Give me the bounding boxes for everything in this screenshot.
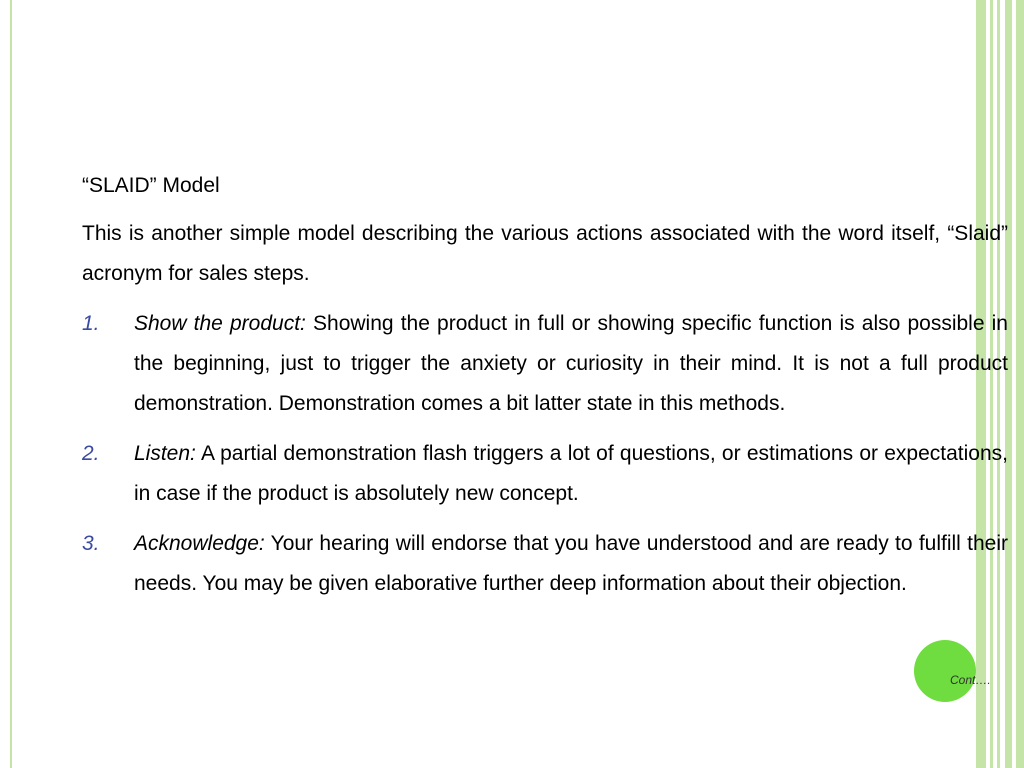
- item-text: Your hearing will endorse that you have understood and are ready to fulfill their needs. You may be given elaborative further deep information about their objection.: [134, 532, 1008, 595]
- item-term: Show the product:: [134, 312, 306, 335]
- continued-label: Cont….: [950, 673, 991, 687]
- slide-heading: “SLAID” Model: [82, 174, 220, 197]
- list-item: [82, 524, 1008, 604]
- slide-content: [82, 168, 1008, 614]
- item-text: A partial demonstration flash triggers a lot of questions, or estimations or expectations, in case if the product is absolutely new concept.: [134, 442, 1008, 505]
- list-item: [82, 304, 1008, 424]
- continued-badge-circle: [914, 640, 976, 702]
- item-number: 1.: [82, 312, 100, 335]
- intro-paragraph: This is another simple model describing the various actions associated with the word itself, “Slaid” acronym for sales steps.: [82, 222, 1008, 285]
- item-term: Acknowledge:: [134, 532, 265, 555]
- left-border-decoration: [0, 0, 12, 768]
- stripe: [1016, 0, 1024, 768]
- item-term: Listen:: [134, 442, 196, 465]
- list-item: [82, 434, 1008, 514]
- item-text: Showing the product in full or showing specific function is also possible in the beginning, just to trigger the anxiety or curiosity in their mind. It is not a full product demonstration. Demonstration comes a bit latter state in this methods.: [134, 312, 1008, 415]
- item-number: 3.: [82, 532, 100, 555]
- item-number: 2.: [82, 442, 100, 465]
